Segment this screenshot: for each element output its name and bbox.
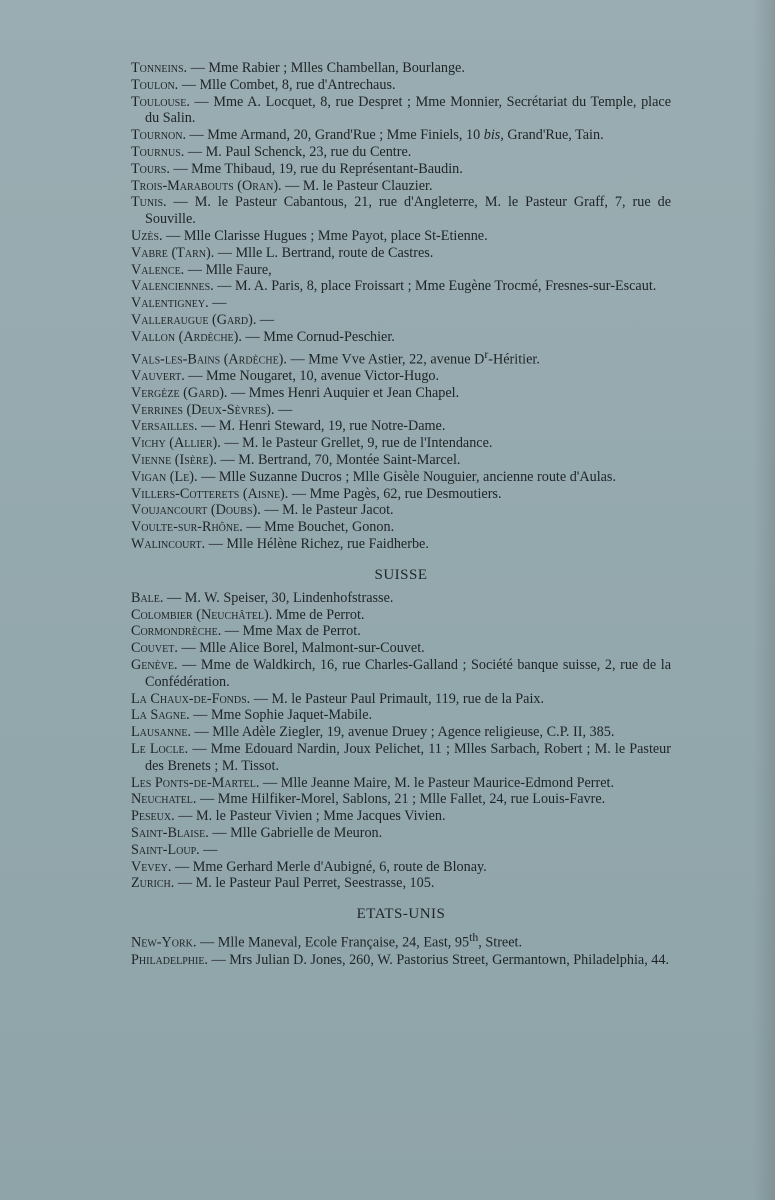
entry-separator: — bbox=[205, 536, 227, 553]
directory-entry bbox=[131, 842, 671, 859]
entry-separator: — bbox=[177, 640, 200, 657]
entry-separator: — bbox=[174, 875, 196, 892]
directory-entry bbox=[131, 536, 671, 553]
entry-separator: — bbox=[208, 295, 227, 312]
entry-place: Walincourt. bbox=[131, 536, 206, 553]
entry-text: Mme de Waldkirch, 16, rue Charles-Galland ; Société banque suisse, 2, rue de la Confédération. bbox=[145, 657, 671, 690]
directory-entry bbox=[131, 329, 671, 346]
entry-place: Valence. bbox=[131, 261, 185, 278]
entry-place: La Sagne. bbox=[131, 707, 190, 724]
entry-text: Mme Nougaret, 10, avenue Victor-Hugo. bbox=[206, 368, 440, 385]
entry-text: M. A. Paris, 8, place Froissart ; Mme Eugène Trocmé, Fresnes-sur-Escaut. bbox=[234, 278, 657, 295]
entry-text: Mme Cornud-Peschier. bbox=[263, 328, 395, 345]
entry-text: M. W. Speiser, 30, Lindenhofstrasse. bbox=[184, 589, 394, 606]
entry-place: Vauvert. bbox=[131, 368, 185, 385]
entry-separator: — bbox=[188, 741, 211, 758]
directory-content bbox=[131, 60, 671, 969]
entry-separator: — bbox=[256, 311, 275, 328]
directory-entry bbox=[131, 707, 671, 724]
entry-text: Mlle Clarisse Hugues ; Mme Payot, place St-Etienne. bbox=[183, 227, 488, 244]
entry-place: Vigan (Le). bbox=[131, 468, 198, 485]
entry-place: Couvet. bbox=[131, 640, 178, 657]
entry-separator: — bbox=[178, 76, 200, 93]
entry-separator: — bbox=[197, 468, 219, 485]
entry-separator: — bbox=[174, 808, 196, 825]
entry-text: Grand'Rue, Tain. bbox=[503, 127, 604, 144]
entry-place: New-York. bbox=[131, 934, 197, 951]
entry-place: Valenciennes. bbox=[131, 278, 214, 295]
directory-entry bbox=[131, 623, 671, 640]
entry-separator: — bbox=[241, 328, 264, 345]
entry-separator: — bbox=[171, 858, 193, 875]
entry-separator: — bbox=[281, 177, 303, 194]
entry-separator: — bbox=[163, 589, 185, 606]
directory-entry bbox=[131, 724, 671, 741]
entry-place: Vichy (Allier). bbox=[131, 435, 221, 452]
entry-separator: — bbox=[207, 951, 230, 968]
directory-entry bbox=[131, 875, 671, 892]
entry-place: Colombier (Neuchâtel). bbox=[131, 606, 273, 623]
directory-entry bbox=[131, 312, 671, 329]
entry-separator: — bbox=[169, 160, 192, 177]
entry-separator: — bbox=[259, 774, 281, 791]
entry-place: Valentigney. bbox=[131, 295, 209, 312]
entry-place: Tonneins. bbox=[131, 60, 188, 76]
directory-entry bbox=[131, 640, 671, 657]
directory-entry bbox=[131, 418, 671, 435]
directory-entry bbox=[131, 691, 671, 708]
directory-entry bbox=[131, 295, 671, 312]
entry-separator: — bbox=[250, 690, 272, 707]
entry-text: Mme A. Locquet, 8, rue Despret ; Mme Monnier, Secrétariat du Temple, place du Salin. bbox=[145, 93, 671, 127]
entry-place: Saint-Loup. bbox=[131, 841, 200, 858]
entry-separator: — bbox=[177, 657, 201, 674]
entry-text: Mme Rabier ; Mlles Chambellan, Bourlange. bbox=[208, 60, 465, 76]
entry-text-superscript: r bbox=[484, 346, 489, 361]
entry-text: -Héritier. bbox=[488, 351, 540, 368]
entry-separator: — bbox=[214, 244, 236, 261]
entry-place: Saint-Blaise. bbox=[131, 825, 209, 841]
entry-text: Mme Max de Perrot. bbox=[242, 623, 361, 640]
directory-entry bbox=[131, 94, 671, 128]
entry-separator: — bbox=[196, 791, 218, 808]
entry-text: Mrs Julian D. Jones, 260, W. Pastorius Street, Germantown, Philadelphia, 44. bbox=[229, 951, 670, 968]
entry-text: Mlle Gabrielle de Meuron. bbox=[230, 825, 383, 841]
entry-separator: — bbox=[220, 435, 243, 452]
entry-separator: — bbox=[242, 519, 265, 536]
entry-text: Mlle Maneval, Ecole Française, 24, East, 95 bbox=[217, 934, 470, 951]
entry-separator: — bbox=[166, 194, 195, 211]
entry-place: Vienne (Isère). bbox=[131, 452, 217, 469]
entry-place: Peseux. bbox=[131, 808, 175, 825]
directory-entry bbox=[131, 808, 671, 825]
entry-place: Le Locle. bbox=[131, 741, 189, 758]
entry-separator: — bbox=[274, 401, 293, 418]
entry-place: Vevey. bbox=[131, 858, 172, 875]
directory-entry bbox=[131, 402, 671, 419]
entry-text: Mlle L. Bertrand, route de Castres. bbox=[235, 244, 434, 261]
entry-place: Philadelphie. bbox=[131, 951, 208, 968]
entry-place: Villers-Cotterets (Aisne). bbox=[131, 485, 289, 502]
entry-separator: — bbox=[288, 485, 310, 502]
entry-text: Mlle Suzanne Ducros ; Mlle Gisèle Nouguier, ancienne route d'Aulas. bbox=[218, 468, 617, 485]
directory-entry bbox=[131, 278, 671, 295]
directory-entry bbox=[131, 741, 671, 775]
entry-text: Mme Sophie Jaquet-Mabile. bbox=[210, 707, 373, 724]
entry-place: Zurich. bbox=[131, 875, 175, 892]
directory-entry bbox=[131, 791, 671, 808]
directory-entry bbox=[131, 346, 671, 369]
entry-text: M. le Pasteur Paul Perret, Seestrasse, 105. bbox=[195, 875, 435, 892]
entry-text: Mme Bouchet, Gonon. bbox=[264, 519, 395, 536]
entry-text: M. le Pasteur Vivien ; Mme Jacques Vivien. bbox=[195, 808, 446, 825]
entry-text: Mlle Faure, bbox=[205, 261, 272, 278]
directory-entry bbox=[131, 452, 671, 469]
france-list bbox=[131, 60, 671, 553]
directory-entry bbox=[131, 590, 671, 607]
entry-text: Mme Thibaud, 19, rue du Représentant-Baudin. bbox=[191, 160, 463, 177]
entry-text: Mmes Henri Auquier et Jean Chapel. bbox=[248, 384, 460, 401]
entry-separator: — bbox=[260, 502, 283, 519]
entry-place: Toulon. bbox=[131, 76, 179, 93]
entry-separator: — bbox=[208, 825, 231, 841]
directory-entry bbox=[131, 775, 671, 792]
entry-text: M. le Pasteur Grellet, 9, rue de l'Intendance. bbox=[242, 435, 493, 452]
entry-text: Mme de Perrot. bbox=[275, 606, 365, 623]
directory-entry bbox=[131, 825, 671, 842]
entry-place: Tunis. bbox=[131, 194, 167, 211]
entry-text-italic: bis, bbox=[483, 127, 504, 144]
entry-place: Vabre (Tarn). bbox=[131, 244, 215, 261]
entry-text: M. Paul Schenck, 23, rue du Centre. bbox=[205, 143, 412, 160]
entry-place: Voulte-sur-Rhône. bbox=[131, 519, 243, 536]
entry-text-superscript: th bbox=[469, 930, 479, 945]
directory-entry bbox=[131, 127, 671, 144]
entry-place: Genève. bbox=[131, 657, 178, 674]
entry-place: Uzès. bbox=[131, 227, 163, 244]
usa-list bbox=[131, 929, 671, 968]
section-title-suisse: SUISSE bbox=[374, 566, 428, 583]
entry-text: , Street. bbox=[478, 934, 523, 951]
entry-place: Voujancourt (Doubs). bbox=[131, 502, 261, 519]
entry-text: M. le Pasteur Paul Primault, 119, rue de la Paix. bbox=[271, 690, 545, 707]
directory-entry bbox=[131, 77, 671, 94]
entry-text: Mlle Hélène Richez, rue Faidherbe. bbox=[226, 536, 429, 553]
directory-entry bbox=[131, 368, 671, 385]
entry-text: Mlle Combet, 8, rue d'Antrechaus. bbox=[199, 76, 396, 93]
entry-separator: — bbox=[196, 934, 218, 951]
directory-entry bbox=[131, 929, 671, 952]
entry-separator: — bbox=[186, 127, 208, 144]
suisse-list bbox=[131, 590, 671, 892]
entry-separator: — bbox=[184, 368, 207, 385]
directory-entry bbox=[131, 262, 671, 279]
directory-entry bbox=[131, 144, 671, 161]
entry-text: Mlle Adèle Ziegler, 19, avenue Druey ; Agence religieuse, C.P. II, 385. bbox=[212, 724, 615, 741]
entry-text: M. le Pasteur Clauzier. bbox=[302, 177, 433, 194]
entry-place: Vallon (Ardèche). bbox=[131, 328, 242, 345]
entry-place: Valleraugue (Gard). bbox=[131, 311, 257, 328]
entry-text: M. Henri Steward, 19, rue Notre-Dame. bbox=[218, 418, 446, 435]
directory-entry bbox=[131, 161, 671, 178]
entry-text: Mlle Alice Borel, Malmont-sur-Couvet. bbox=[199, 640, 425, 657]
entry-place: Vergèze (Gard). bbox=[131, 384, 228, 401]
entry-text: M. le Pasteur Cabantous, 21, rue d'Angleterre, M. le Pasteur Graff, 7, rue de Souville. bbox=[145, 194, 671, 228]
entry-place: Les Ponts-de-Martel. bbox=[131, 774, 260, 791]
entry-separator: — bbox=[189, 707, 211, 724]
directory-entry bbox=[131, 435, 671, 452]
directory-entry bbox=[131, 607, 671, 624]
entry-place: Lausanne. bbox=[131, 724, 191, 741]
entry-place: Toulouse. bbox=[131, 93, 190, 110]
entry-separator: — bbox=[184, 261, 206, 278]
entry-separator: — bbox=[227, 384, 249, 401]
entry-separator: — bbox=[213, 278, 235, 295]
entry-separator: — bbox=[197, 418, 219, 435]
entry-separator: — bbox=[286, 351, 309, 368]
entry-text: Mme Vve Astier, 22, avenue D bbox=[308, 351, 485, 368]
entry-separator: — bbox=[189, 93, 214, 110]
directory-entry bbox=[131, 194, 671, 228]
entry-text: Mme Gerhard Merle d'Aubigné, 6, route de Blonay. bbox=[192, 858, 487, 875]
entry-place: Vals-les-Bains (Ardèche). bbox=[131, 351, 287, 368]
entry-text: M. Bertrand, 70, Montée Saint-Marcel. bbox=[238, 452, 461, 469]
directory-entry bbox=[131, 486, 671, 503]
entry-separator: — bbox=[187, 60, 209, 76]
entry-text: Mme Hilfiker-Morel, Sablons, 21 ; Mlle Fallet, 24, rue Louis-Favre. bbox=[217, 791, 606, 808]
entry-place: Bale. bbox=[131, 589, 164, 606]
entry-separator: — bbox=[184, 143, 206, 160]
entry-separator: — bbox=[191, 724, 213, 741]
entry-separator: — bbox=[162, 227, 184, 244]
entry-text: Mme Pagès, 62, rue Desmoutiers. bbox=[309, 485, 502, 502]
directory-entry bbox=[131, 385, 671, 402]
entry-place: Tournus. bbox=[131, 143, 185, 160]
entry-separator: — bbox=[216, 452, 239, 469]
entry-place: La Chaux-de-Fonds. bbox=[131, 690, 251, 707]
directory-entry bbox=[131, 469, 671, 486]
directory-entry bbox=[131, 502, 671, 519]
directory-entry bbox=[131, 245, 671, 262]
directory-entry bbox=[131, 60, 671, 77]
entry-place: Tours. bbox=[131, 160, 170, 177]
section-title-etats-unis: ETATS-UNIS bbox=[356, 906, 446, 923]
entry-place: Trois-Marabouts (Oran). bbox=[131, 177, 282, 194]
entry-separator: — bbox=[221, 623, 243, 640]
entry-place: Verrines (Deux-Sèvres). bbox=[131, 401, 275, 418]
directory-entry bbox=[131, 952, 671, 969]
directory-entry bbox=[131, 657, 671, 691]
entry-separator: — bbox=[199, 841, 218, 858]
directory-entry bbox=[131, 228, 671, 245]
entry-text: Mme Armand, 20, Grand'Rue ; Mme Finiels, 10 bbox=[207, 127, 484, 144]
entry-text: Mme Edouard Nardin, Joux Pelichet, 11 ; Mlles Sarbach, Robert ; M. le Pasteur des Brenets ; M. Tissot. bbox=[145, 741, 671, 774]
directory-entry bbox=[131, 178, 671, 195]
entry-place: Versailles. bbox=[131, 418, 198, 435]
entry-place: Cormondrèche. bbox=[131, 623, 222, 640]
entry-text: M. le Pasteur Jacot. bbox=[282, 502, 394, 519]
entry-place: Tournon. bbox=[131, 127, 186, 144]
directory-entry bbox=[131, 519, 671, 536]
directory-entry bbox=[131, 859, 671, 876]
entry-text: Mlle Jeanne Maire, M. le Pasteur Maurice-Edmond Perret. bbox=[280, 774, 615, 791]
entry-place: Neuchatel. bbox=[131, 791, 197, 808]
